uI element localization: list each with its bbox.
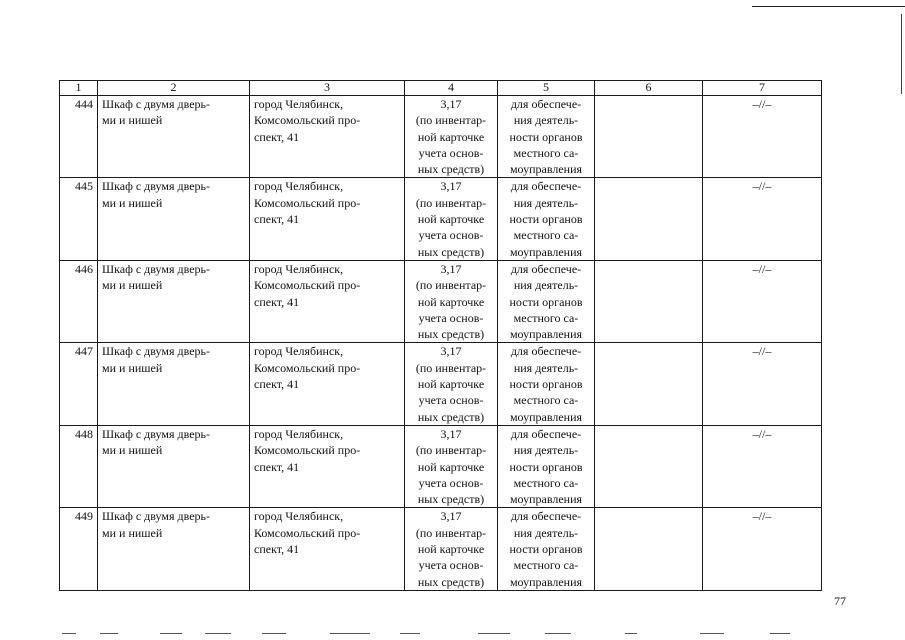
item-col6 <box>595 425 703 507</box>
table-row <box>60 425 822 507</box>
table-row <box>60 260 822 342</box>
item-col7: –//– <box>703 178 822 260</box>
column-header-4: 4 <box>405 81 498 96</box>
item-name: Шкаф с двумя дверь- ми и нишей <box>98 96 250 178</box>
item-address: город Челябинск, Комсомольский про- спект, 41 <box>250 178 405 260</box>
row-number: 445 <box>60 178 98 260</box>
item-name: Шкаф с двумя дверь- ми и нишей <box>98 178 250 260</box>
item-purpose: для обеспече- ния деятель- ности органов местного са- моуправления <box>498 260 595 342</box>
row-number: 449 <box>60 508 98 590</box>
table-row <box>60 178 822 260</box>
row-number: 447 <box>60 343 98 425</box>
item-value: 3,17 (по инвентар- ной карточке учета основ- ных средств) <box>405 343 498 425</box>
item-col6 <box>595 260 703 342</box>
scan-edge-line <box>752 6 905 7</box>
item-col7: –//– <box>703 96 822 178</box>
item-value: 3,17 (по инвентар- ной карточке учета основ- ных средств) <box>405 260 498 342</box>
table-row <box>60 508 822 590</box>
row-number: 446 <box>60 260 98 342</box>
item-purpose: для обеспече- ния деятель- ности органов местного са- моуправления <box>498 178 595 260</box>
property-register-table <box>59 80 822 591</box>
row-number: 444 <box>60 96 98 178</box>
column-header-7: 7 <box>703 81 822 96</box>
item-name: Шкаф с двумя дверь- ми и нишей <box>98 508 250 590</box>
column-header-5: 5 <box>498 81 595 96</box>
column-header-1: 1 <box>60 81 98 96</box>
item-purpose: для обеспече- ния деятель- ности органов местного са- моуправления <box>498 96 595 178</box>
column-number-row <box>60 81 822 96</box>
item-col6 <box>595 343 703 425</box>
scan-edge-line-vertical <box>901 14 902 94</box>
item-col6 <box>595 178 703 260</box>
item-col7: –//– <box>703 508 822 590</box>
item-col7: –//– <box>703 260 822 342</box>
item-name: Шкаф с двумя дверь- ми и нишей <box>98 260 250 342</box>
item-name: Шкаф с двумя дверь- ми и нишей <box>98 343 250 425</box>
item-purpose: для обеспече- ния деятель- ности органов местного са- моуправления <box>498 508 595 590</box>
item-value: 3,17 (по инвентар- ной карточке учета основ- ных средств) <box>405 425 498 507</box>
item-col6 <box>595 508 703 590</box>
item-address: город Челябинск, Комсомольский про- спект, 41 <box>250 96 405 178</box>
row-number: 448 <box>60 425 98 507</box>
table-row <box>60 343 822 425</box>
item-col6 <box>595 96 703 178</box>
item-purpose: для обеспече- ния деятель- ности органов местного са- моуправления <box>498 425 595 507</box>
item-name: Шкаф с двумя дверь- ми и нишей <box>98 425 250 507</box>
page-number: 77 <box>834 594 846 608</box>
scan-bottom-edge <box>0 632 905 636</box>
item-value: 3,17 (по инвентар- ной карточке учета основ- ных средств) <box>405 96 498 178</box>
item-value: 3,17 (по инвентар- ной карточке учета основ- ных средств) <box>405 178 498 260</box>
item-address: город Челябинск, Комсомольский про- спект, 41 <box>250 260 405 342</box>
column-header-2: 2 <box>98 81 250 96</box>
item-purpose: для обеспече- ния деятель- ности органов местного са- моуправления <box>498 343 595 425</box>
item-address: город Челябинск, Комсомольский про- спект, 41 <box>250 425 405 507</box>
item-address: город Челябинск, Комсомольский про- спект, 41 <box>250 343 405 425</box>
table-row <box>60 96 822 178</box>
item-col7: –//– <box>703 425 822 507</box>
item-col7: –//– <box>703 343 822 425</box>
item-value: 3,17 (по инвентар- ной карточке учета основ- ных средств) <box>405 508 498 590</box>
column-header-3: 3 <box>250 81 405 96</box>
item-address: город Челябинск, Комсомольский про- спект, 41 <box>250 508 405 590</box>
column-header-6: 6 <box>595 81 703 96</box>
